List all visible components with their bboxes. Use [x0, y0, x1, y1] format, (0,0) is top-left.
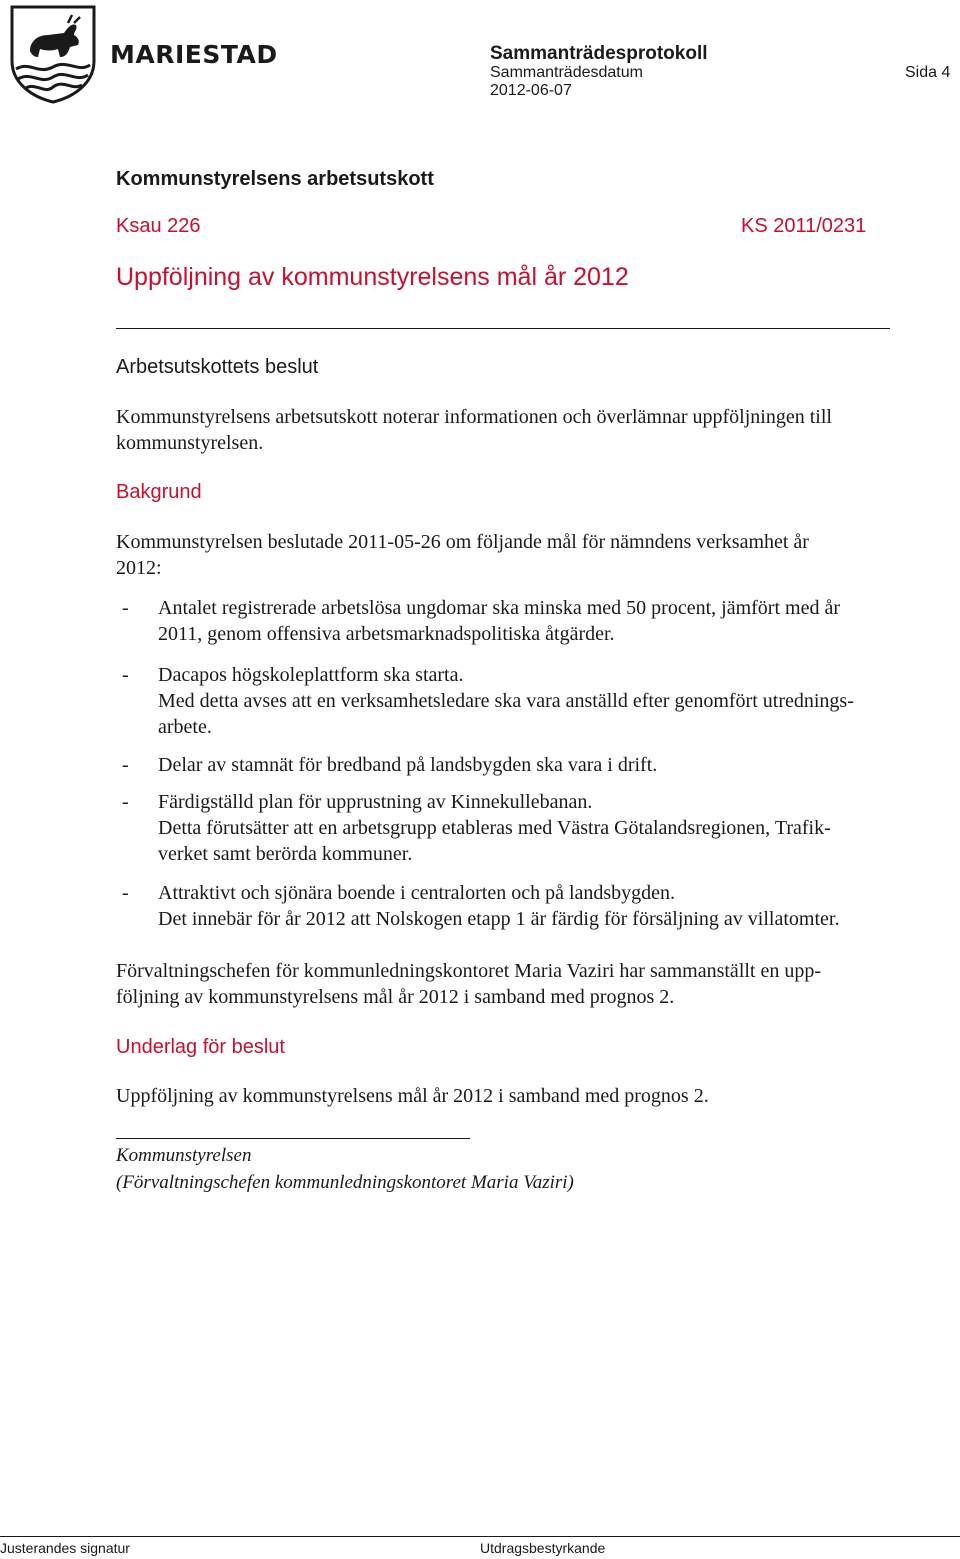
footer-certification-label: Utdragsbestyrkande	[480, 1540, 606, 1556]
footer-signature-label: Justerandes signatur	[0, 1540, 130, 1556]
protocol-title: Sammanträdesprotokoll	[490, 43, 708, 64]
goal-line: Antalet registrerade arbetslösa ungdomar ska minska med 50 procent, jämfört med år	[158, 597, 840, 619]
list-dash: -	[122, 664, 129, 686]
goal-line: Attraktivt och sjönära boende i centralorten och på landsbygden.	[158, 882, 676, 904]
meeting-date-label: Sammanträdesdatum	[490, 64, 643, 81]
goal-line: Det innebär för år 2012 att Nolskogen etapp 1 är färdig för försäljning av villatomter.	[158, 908, 840, 930]
decision-line: kommunstyrelsen.	[116, 432, 264, 454]
decision-heading: Arbetsutskottets beslut	[116, 356, 319, 378]
goal-line: Delar av stamnät för bredband på landsbygden ska vara i drift.	[158, 754, 658, 776]
case-number: KS 2011/0231	[741, 215, 867, 237]
list-dash: -	[122, 597, 129, 619]
goal-line: 2011, genom offensiva arbetsmarknadspolitiska åtgärder.	[158, 623, 615, 645]
goal-line: arbete.	[158, 716, 212, 738]
footer-divider	[0, 1536, 960, 1537]
municipal-coat-of-arms-icon	[8, 3, 98, 104]
list-dash: -	[122, 791, 129, 813]
basis-text: Uppföljning av kommunstyrelsens mål år 2012 i samband med prognos 2.	[116, 1085, 709, 1107]
distribution-divider	[116, 1138, 470, 1139]
decision-line: Kommunstyrelsens arbetsutskott noterar informationen och överlämnar uppföljningen till	[116, 406, 832, 428]
goal-line: Färdigställd plan för upprustning av Kinnekullebanan.	[158, 791, 593, 813]
list-dash: -	[122, 882, 129, 904]
basis-heading: Underlag för beslut	[116, 1036, 285, 1058]
background-intro-line: Kommunstyrelsen beslutade 2011-05-26 om följande mål för nämndens verksamhet år	[116, 531, 809, 553]
background-intro-line: 2012:	[116, 557, 162, 579]
background-heading: Bakgrund	[116, 481, 202, 503]
item-title: Uppföljning av kommunstyrelsens mål år 2012	[116, 263, 629, 291]
title-divider	[116, 328, 890, 329]
background-closing-line: Förvaltningschefen för kommunledningskontoret Maria Vaziri har sammanställt en upp-	[116, 960, 822, 982]
distribution-recipient: (Förvaltningschefen kommunledningskontoret Maria Vaziri)	[116, 1172, 574, 1193]
goal-line: Dacapos högskoleplattform ska starta.	[158, 664, 464, 686]
background-closing-line: följning av kommunstyrelsens mål år 2012 i samband med prognos 2.	[116, 986, 675, 1008]
goal-line: Med detta avses att en verksamhetsledare ska vara anställd efter genomfört utrednings-	[158, 690, 854, 712]
list-dash: -	[122, 754, 129, 776]
item-number: Ksau 226	[116, 215, 201, 237]
municipality-logo-text: MARIESTAD	[110, 40, 278, 69]
goal-line: Detta förutsätter att en arbetsgrupp etableras med Västra Götalandsregionen, Trafik-	[158, 817, 831, 839]
distribution-recipient: Kommunstyrelsen	[116, 1145, 252, 1166]
goal-line: verket samt berörda kommuner.	[158, 843, 413, 865]
meeting-date: 2012-06-07	[490, 82, 572, 99]
page-number: Sida 4	[905, 64, 951, 81]
committee-name: Kommunstyrelsens arbetsutskott	[116, 168, 434, 190]
